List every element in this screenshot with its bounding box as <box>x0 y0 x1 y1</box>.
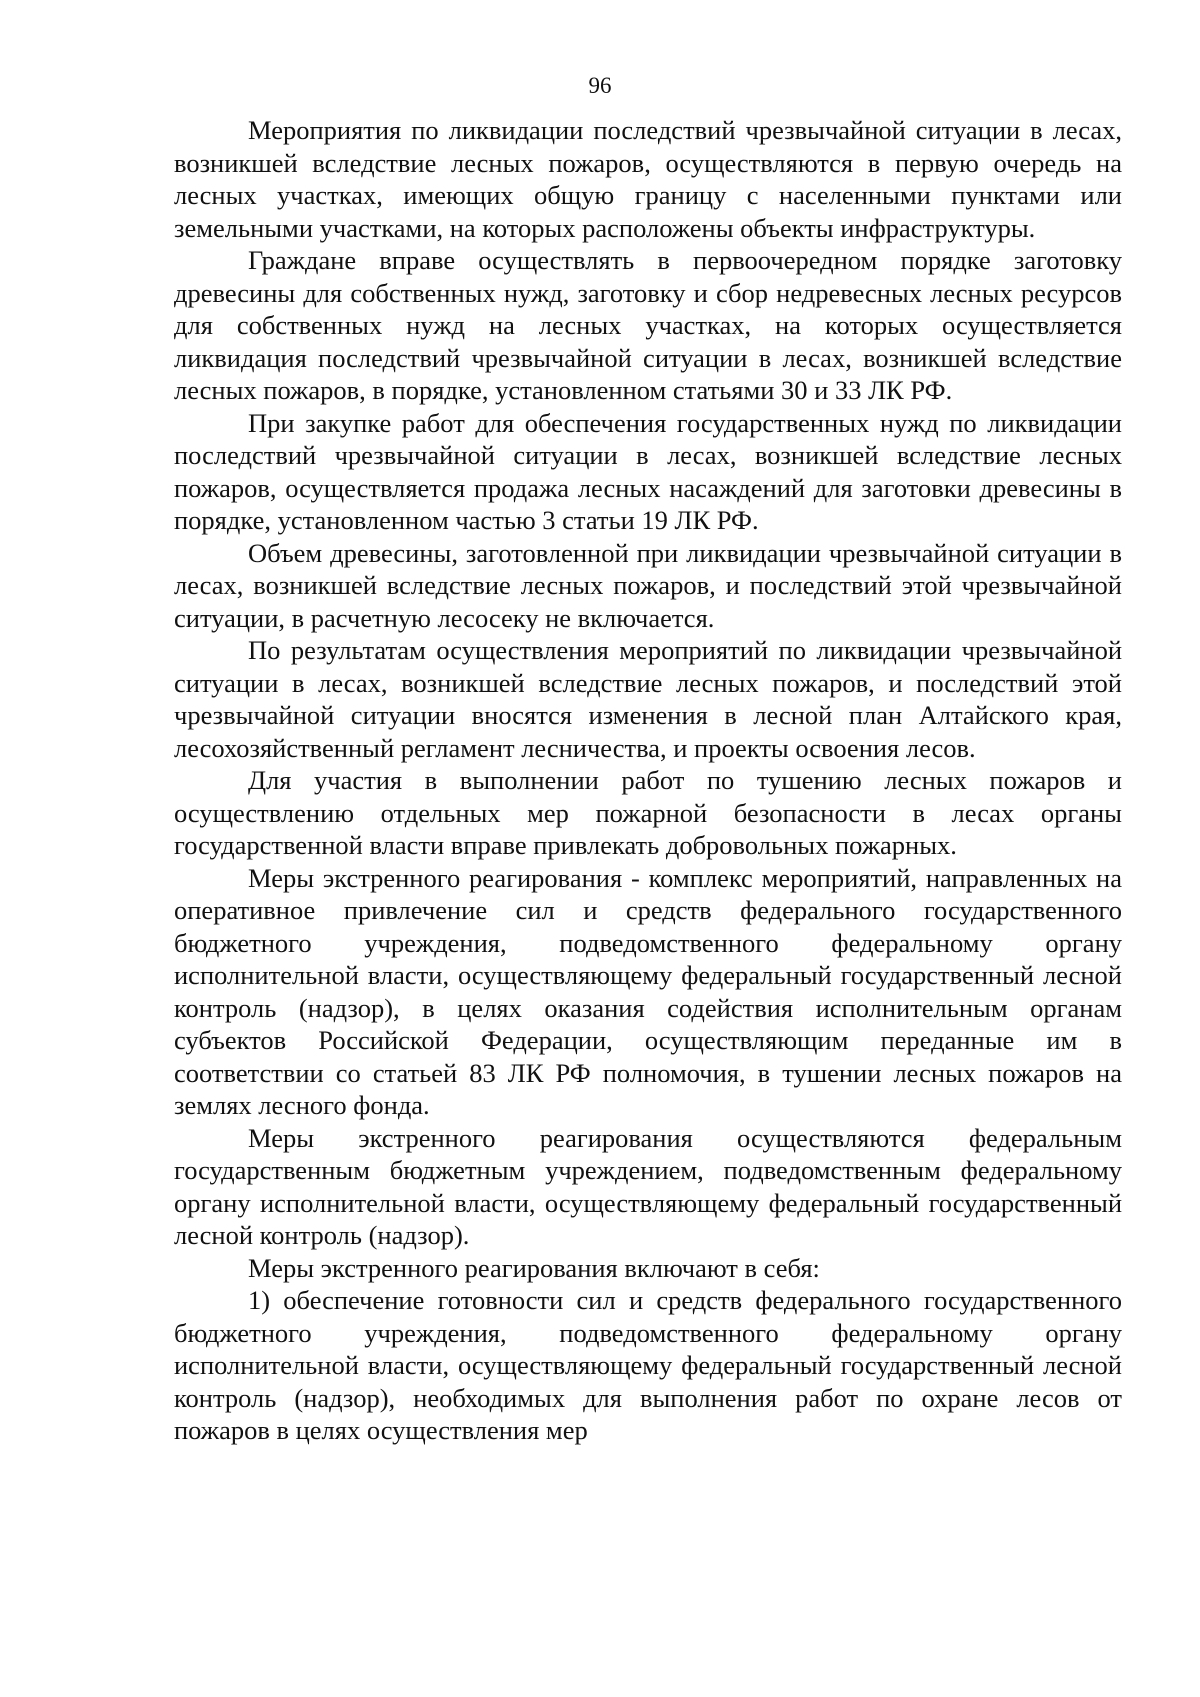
list-item-1: 1) обеспечение готовности сил и средств федерального государственного бюджетного учреждения, подведомственного федеральному органу исполнительной власти, осуществляющему федеральный государственный лесной контроль (надзор), необходимых для выполнения работ по охране лесов от пожаров в целях осуществления мер <box>174 1285 1122 1445</box>
document-body <box>174 114 1122 1447</box>
paragraph-procurement: При закупке работ для обеспечения государственных нужд по ликвидации последствий чрезвычайной ситуации в лесах, возникшей вследствие лесных пожаров, осуществляется продажа лесных насаждений для заготовки древесины в порядке, установленном частью 3 статьи 19 ЛК РФ. <box>174 407 1122 535</box>
paragraph-timber-volume: Объем древесины, заготовленной при ликвидации чрезвычайной ситуации в лесах, возникшей вследствие лесных пожаров, и последствий этой чрезвычайной ситуации, в расчетную лесосеку не включается. <box>174 537 1122 633</box>
paragraph-volunteer-firefighters: Для участия в выполнении работ по тушению лесных пожаров и осуществлению отдельных мер пожарной безопасности в лесах органы государственной власти вправе привлекать добровольных пожарных. <box>174 765 1122 860</box>
paragraph-liquidation-priority: Мероприятия по ликвидации последствий чрезвычайной ситуации в лесах, возникшей вследствие лесных пожаров, осуществляются в первую очередь на лесных участках, имеющих общую границу с населенными пунктами или земельными участками, на которых расположены объекты инфраструктуры. <box>174 115 1122 243</box>
paragraph-plan-changes: По результатам осуществления мероприятий по ликвидации чрезвычайной ситуации в лесах, возникшей вследствие лесных пожаров, и последствий этой чрезвычайной ситуации вносятся изменения в лесной план Алтайского края, лесохозяйственный регламент лесничества, и проекты освоения лесов. <box>174 635 1122 763</box>
paragraph-emergency-includes: Меры экстренного реагирования включают в себя: <box>248 1252 820 1283</box>
paragraph-citizens-rights: Граждане вправе осуществлять в первоочередном порядке заготовку древесины для собственных нужд, заготовку и сбор недревесных лесных ресурсов для собственных нужд на лесных участках, на которых осуществляется ликвидация последствий чрезвычайной ситуации в лесах, возникшей вследствие лесных пожаров, в порядке, установленном статьями 30 и 33 ЛК РФ. <box>174 245 1122 405</box>
paragraph-emergency-definition: Меры экстренного реагирования - комплекс мероприятий, направленных на оперативное привлечение сил и средств федерального государственного бюджетного учреждения, подведомственного федеральному органу исполнительной власти, осуществляющему федеральный государственный лесной контроль (надзор), в целях оказания содействия исполнительным органам субъектов Российской Федерации, осуществляющим переданные им в соответствии со статьей 83 ЛК РФ полномочия, в тушении лесных пожаров на землях лесного фонда. <box>174 862 1122 1120</box>
paragraph-emergency-executor: Меры экстренного реагирования осуществляются федеральным государственным бюджетным учреждением, подведомственным федеральному органу исполнительной власти, осуществляющему федеральный государственный лесной контроль (надзор). <box>174 1122 1122 1250</box>
page-number: 96 <box>588 73 612 98</box>
